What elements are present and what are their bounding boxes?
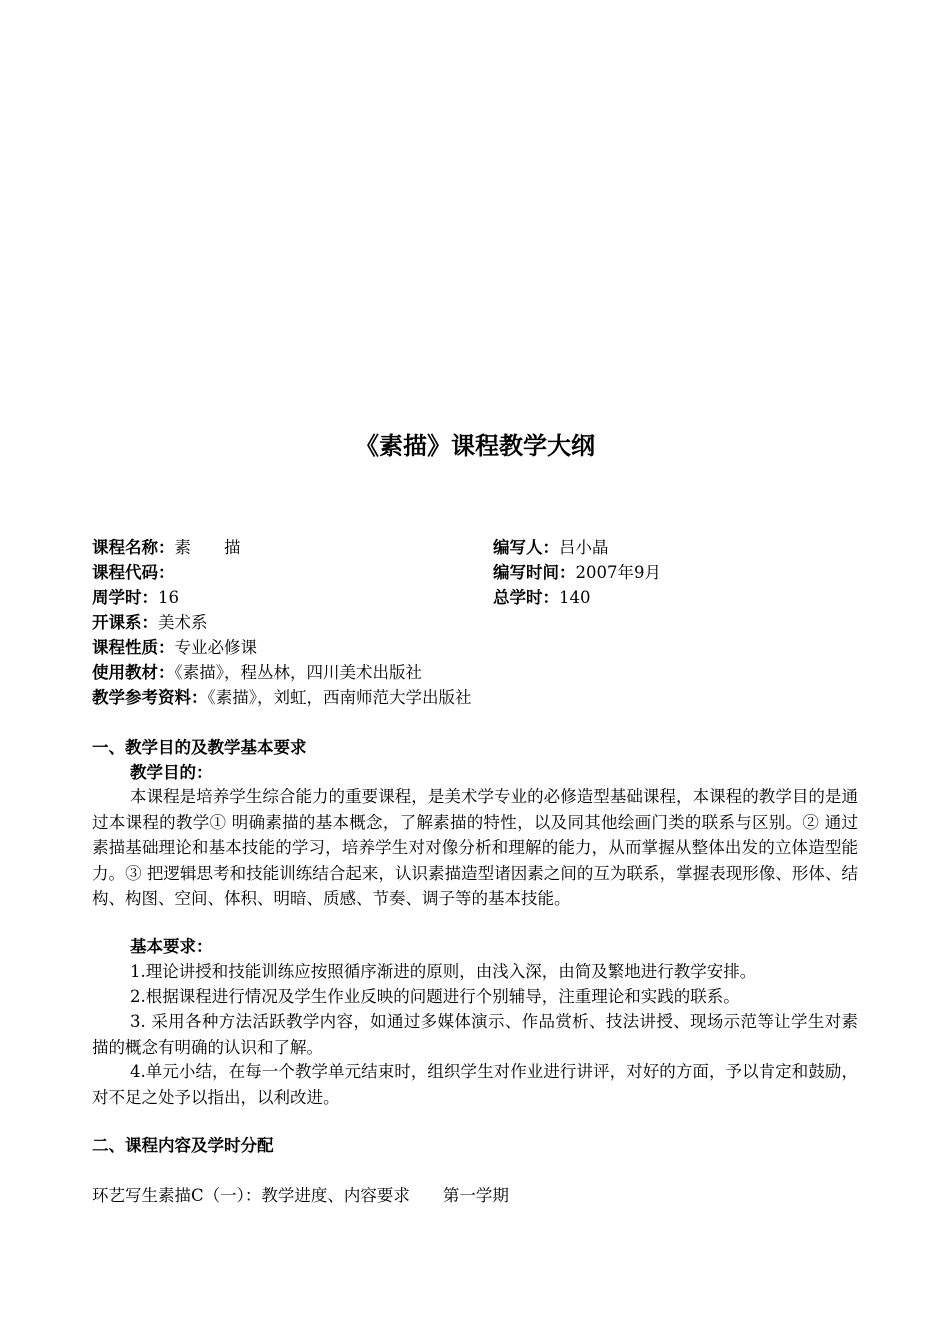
requirements-heading: 基本要求： (130, 937, 213, 956)
course-nature-value: 专业必修课 (174, 638, 257, 657)
total-hours-value: 140 (559, 588, 591, 607)
section-2-subtitle: 环艺写生素描C（一）：教学进度、内容要求 第一学期 (92, 1186, 509, 1205)
course-nature-label: 课程性质： (92, 638, 175, 657)
reference-row (92, 685, 472, 710)
course-nature-row (92, 635, 257, 660)
reference-value: 《素描》，刘虹，西南师范大学出版社 (207, 688, 472, 707)
author-row (493, 535, 609, 560)
author-label: 编写人： (493, 538, 559, 557)
requirement-item-2: 2.根据课程进行情况及学生作业反映的问题进行个别辅导，注重理论和实践的联系。 (130, 987, 740, 1006)
weekly-hours-value: 16 (158, 588, 179, 607)
author-value: 吕小晶 (559, 538, 609, 557)
course-name-label: 课程名称： (92, 538, 175, 557)
course-code-row (92, 560, 175, 585)
requirement-item-4: 4.单元小结，在每一个教学单元结束时，组织学生对作业进行讲评，对好的方面，予以肯定和鼓励，对不足之处予以指出，以利改进。 (92, 1062, 858, 1107)
course-name-row (92, 535, 241, 560)
requirement-item-1: 1.理论讲授和技能训练应按照循序渐进的原则，由浅入深，由简及繁地进行教学安排。 (130, 962, 757, 981)
write-time-value: 2007年9月 (575, 563, 661, 582)
purpose-paragraph: 本课程是培养学生综合能力的重要课程，是美术学专业的必修造型基础课程，本课程的教学目的是通过本课程的教学① 明确素描的基本概念，了解素描的特性，以及同其他绘画门类的联系与区别。② 通过素描基础理论和基本技能的学习，培养学生对对像分析和理解的能力，从而掌握从整体出发的立体造型能力。③ 把逻辑思考和技能训练结合起来，认识素描造型诸因素之间的互为联系，掌握表现形像、形体、结构、构图、空间、体积、明暗、质感、节奏、调子等的基本技能。 (92, 787, 858, 908)
textbook-label: 使用教材： (92, 663, 175, 682)
section-2-heading: 二、课程内容及学时分配 (92, 1136, 274, 1155)
document-title: 《素描》课程教学大纲 (355, 432, 595, 460)
course-name-value: 素 描 (174, 538, 241, 557)
department-row (92, 610, 208, 635)
requirement-item-3: 3. 采用各种方法活跃教学内容，如通过多媒体演示、作品赏析、技法讲授、现场示范等让学生对素描的概念有明确的认识和了解。 (92, 1012, 858, 1057)
textbook-value: 《素描》，程丛林，四川美术出版社 (174, 663, 422, 682)
write-time-row (493, 560, 661, 585)
section-1-heading: 一、教学目的及教学基本要求 (92, 738, 307, 757)
reference-label: 教学参考资料： (92, 688, 208, 707)
purpose-heading: 教学目的： (130, 763, 213, 782)
total-hours-row (493, 585, 591, 610)
write-time-label: 编写时间： (493, 563, 576, 582)
department-label: 开课系： (92, 613, 158, 632)
course-code-label: 课程代码： (92, 563, 175, 582)
textbook-row (92, 660, 422, 685)
total-hours-label: 总学时： (493, 588, 559, 607)
department-value: 美术系 (158, 613, 208, 632)
weekly-hours-row (92, 585, 179, 610)
weekly-hours-label: 周学时： (92, 588, 158, 607)
